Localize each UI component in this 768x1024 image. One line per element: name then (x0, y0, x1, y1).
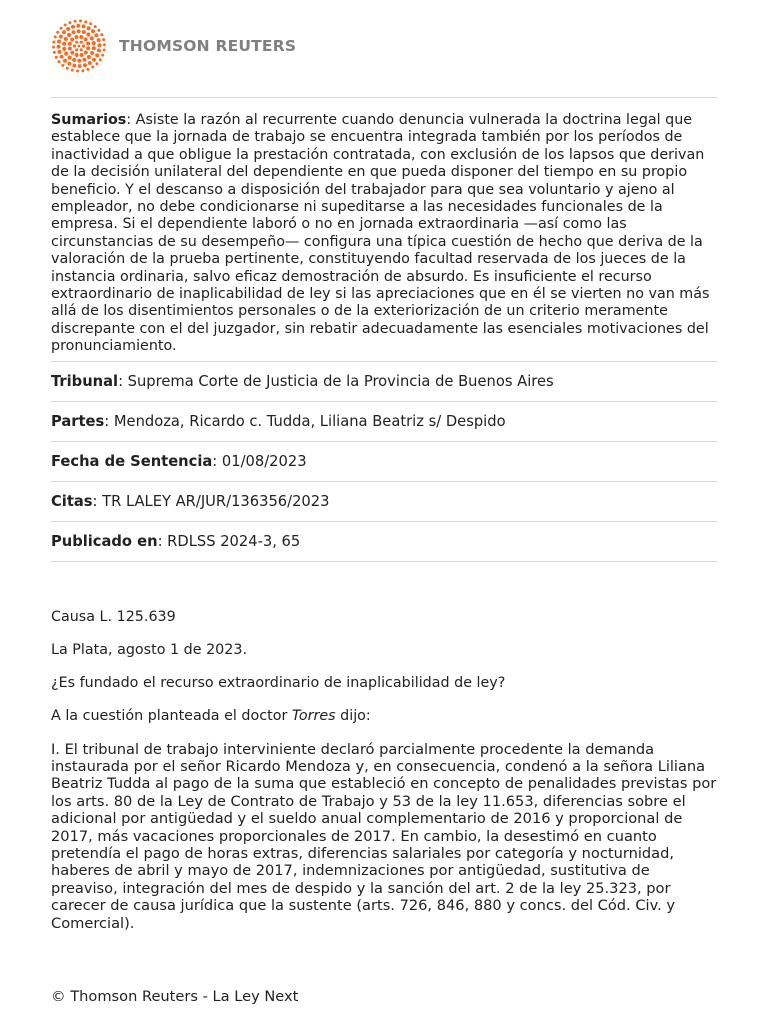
logo-dot (72, 58, 76, 62)
question-line: ¿Es fundado el recurso extraordinario de inaplicabilidad de ley? (51, 674, 506, 691)
logo-dot (103, 43, 106, 46)
divider (51, 561, 717, 562)
logo-dot (57, 50, 61, 54)
meta-row-fecha (51, 442, 717, 481)
logo-dot (70, 51, 74, 55)
logo-dot (79, 20, 82, 23)
causa-line: Causa L. 125.639 (51, 609, 176, 625)
meta-value: : Mendoza, Ricardo c. Tudda, Liliana Beatriz s/ Despido (104, 412, 506, 430)
logo-dot (54, 35, 57, 38)
logo-dot (88, 61, 92, 65)
meta-label: Publicado en (51, 532, 158, 550)
logo-dot (71, 25, 75, 29)
header (49, 18, 296, 74)
thomson-reuters-logo-icon (49, 18, 109, 74)
meta-value: : RDLSS 2024-3, 65 (157, 532, 301, 550)
meta-row-publicado (51, 522, 717, 561)
logo-dot (52, 40, 55, 43)
logo-dot (68, 47, 72, 51)
logo-dot (75, 41, 78, 44)
logo-dot (82, 58, 86, 62)
logo-dot (61, 64, 64, 67)
meta-label: Tribunal (51, 372, 119, 390)
logo-dot (90, 51, 94, 55)
logo-dot (62, 47, 66, 51)
logo-dot (84, 37, 88, 41)
logo-dot (103, 49, 106, 52)
logo-dot (67, 33, 71, 37)
logo-dot (89, 22, 92, 25)
logo-dot (78, 45, 81, 48)
logo-dot (68, 21, 71, 24)
logo-dot (97, 43, 101, 47)
logo-dot (71, 30, 75, 34)
logo-dot (84, 20, 87, 23)
logo-dot (78, 64, 82, 68)
logo-dot (95, 62, 98, 65)
logo-dot (81, 69, 84, 72)
logo-dot (62, 30, 66, 34)
logo-dot (53, 51, 56, 54)
logo-dot (99, 58, 102, 61)
logo-dot (91, 29, 95, 33)
logo-dot (100, 33, 103, 36)
logo-dot (86, 46, 90, 50)
logo-dot (67, 62, 71, 66)
place-date-line: La Plata, agosto 1 de 2023. (51, 641, 247, 658)
meta-label: Fecha de Sentencia (51, 452, 213, 470)
cuestion-line (51, 708, 717, 725)
logo-dot (52, 46, 55, 49)
logo-dot (73, 44, 76, 47)
logo-dot (92, 41, 96, 45)
logo-dot (87, 55, 91, 59)
cuestion-suffix: dijo: (335, 707, 371, 724)
meta-row-tribunal (51, 362, 717, 401)
meta-row-partes (51, 402, 717, 441)
logo-dot (84, 51, 88, 55)
summary-section (51, 98, 717, 361)
logo-dot (68, 55, 72, 59)
logo-dot (97, 29, 100, 32)
logo-dot (80, 41, 83, 44)
logo-dot (74, 35, 78, 39)
footer-copyright: © Thomson Reuters - La Ley Next (51, 988, 299, 1005)
logo-dot (68, 42, 72, 46)
logo-dot (87, 26, 91, 30)
logo-dot (60, 27, 63, 30)
logo-dot (83, 63, 87, 67)
logo-dot (72, 64, 76, 68)
logo-dot (76, 24, 80, 28)
paragraph-1: I. El tribunal de trabajo interviniente declaró parcialmente procedente la demanda instaurada por el señor Ricardo Mendoza y, en consecuencia, condenó a la señora Liliana Beatriz Tudda al pago de la suma que estableció en concepto de penalidades previstas por los arts. 80 de la Ley de Contrato de Trabajo y 53 de la ley 11.653, diferencias sobre el adicional por antigüedad y el sueldo anual complementario de 2016 y proporcional de 2017, más vacaciones proporcionales de 2017. En cambio, la desestimó en cuanto pretendía el pago de horas extras, diferencias salariales por categoría y nocturnidad, haberes de abril y mayo de 2017, indemnizaciones por antigüedad, sustitutiva de preaviso, integración del mes de despido y la sanción del art. 2 de la ley 25.323, por carecer de causa jurídica que la sustente (arts. 726, 846, 880 y concs. del Cód. Civ. y Comercial). (51, 740, 717, 932)
logo-dot (77, 59, 81, 63)
logo-dot (57, 39, 61, 43)
logo-dot (92, 58, 96, 62)
meta-value: : 01/08/2023 (212, 452, 307, 470)
logo-dot (97, 49, 101, 53)
logo-dot (82, 24, 86, 28)
logo-dot (66, 67, 69, 70)
summary-text: : Asiste la razón al recurrente cuando denuncia vulnerada la doctrina legal que establece que la jornada de trabajo se encuentra integrada también por los períodos de inactividad a que obligue la prestación contratada, con exclusión de los lapsos que derivan de la decisión unilateral del dependiente en que pueda disponer del tiempo en su propio beneficio. Y el descanso a disposición del trabajador para que sea voluntario y ajeno al empleador, no debe condicionarse ni supeditarse a las necesidades funcionales de la empresa. Si el dependiente laboró o no en jornada extraordinaria —así como las circunstancias de su desempeño— configura una típica cuestión de hecho que deriva de la valoración de la prueba pertinente, constituyendo facultad reservada de los jueces de la instancia ordinaria, salvo eficaz demostración de absurdo. Es insuficiente el recurso extraordinario de inaplicabilidad de ley si las apreciaciones que en él se vierten no van más allá de los disentimientos personales o de la exteriorización de un criterio meramente discrepante con el del juzgador, sin rebatir adecuadamente las esenciales motivaciones del pronunciamiento. (51, 112, 710, 355)
meta-value: : TR LALEY AR/JUR/136356/2023 (92, 492, 330, 510)
logo-dot (90, 36, 94, 40)
logo-dot (66, 27, 70, 31)
logo-dot (64, 37, 68, 41)
logo-dot (56, 31, 59, 34)
logo-dot (80, 48, 83, 51)
meta-value: : Suprema Corte de Justicia de la Provincia de Buenos Aires (118, 372, 554, 390)
logo-dot (82, 44, 85, 47)
brand-name: THOMSON REUTERS (119, 37, 297, 55)
logo-dot (64, 52, 68, 56)
logo-dot (64, 23, 67, 26)
logo-dot (60, 55, 64, 59)
meta-label: Citas (51, 492, 93, 510)
logo-dot (92, 46, 96, 50)
logo-dot (55, 56, 58, 59)
logo-dot (57, 45, 61, 49)
logo-dot (76, 69, 79, 72)
logo-dot (87, 68, 90, 71)
meta-label: Partes (51, 412, 105, 430)
logo-dot (94, 25, 97, 28)
logo-dot (101, 54, 104, 57)
logo-dot (86, 41, 90, 45)
meta-row-citas (51, 482, 717, 521)
logo-dot (62, 42, 66, 46)
logo-dot (71, 69, 74, 72)
document-metadata (51, 97, 717, 562)
logo-dot (91, 66, 94, 69)
document-body (51, 609, 717, 948)
logo-dot (94, 33, 98, 37)
logo-dot (80, 53, 84, 57)
logo-dot (58, 60, 61, 63)
logo-dot (74, 20, 77, 23)
logo-dot (59, 35, 63, 39)
logo-dot (70, 37, 74, 41)
logo-dot (95, 53, 99, 57)
cuestion-prefix: A la cuestión planteada el doctor (51, 707, 292, 724)
logo-dot (86, 32, 90, 36)
logo-dot (63, 59, 67, 63)
logo-dot (79, 35, 83, 39)
judge-name: Torres (291, 707, 336, 724)
logo-dot (82, 30, 86, 34)
logo-dot (75, 53, 79, 57)
logo-dot (77, 29, 81, 33)
summary-label: Sumarios (51, 112, 127, 128)
logo-dot (75, 48, 78, 51)
logo-dot (97, 38, 101, 42)
logo-dot (102, 38, 105, 41)
